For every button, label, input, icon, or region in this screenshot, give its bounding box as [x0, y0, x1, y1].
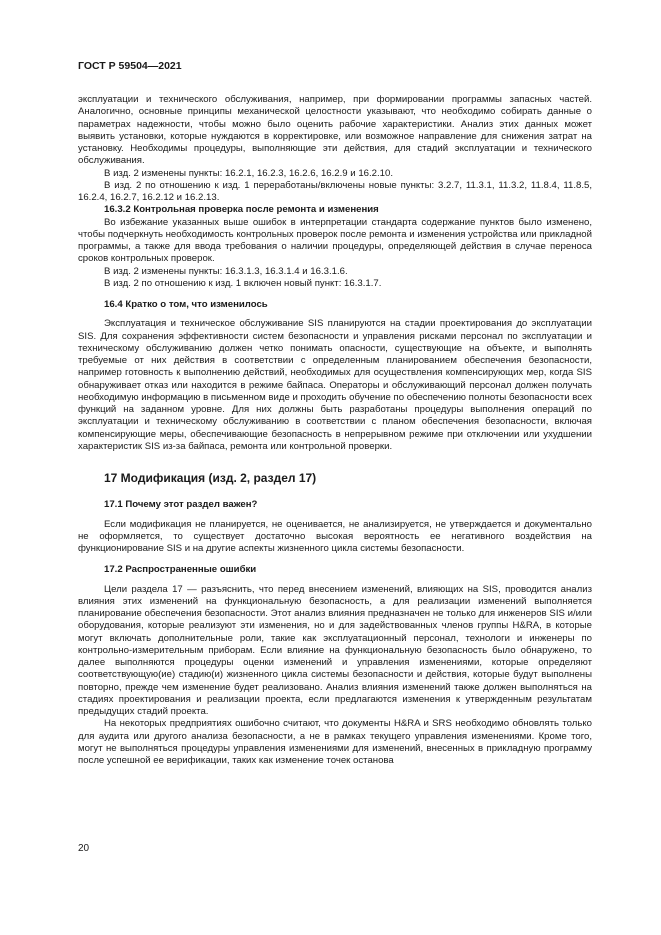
paragraph: Во избежание указанных выше ошибок в интерпретации стандарта содержание пунктов было изменено, чтобы подчеркнуть необходимость контрольных проверок после ремонта и изменения устройства или прикладной программы, а также для ввода требования о наличии процедуры, определяющей действия в случае переноса сроков контрольных проверок.: [78, 216, 592, 265]
section-heading-17-1: 17.1 Почему этот раздел важен?: [104, 499, 258, 511]
paragraph: В изд. 2 изменены пункты: 16.2.1, 16.2.3, 16.2.6, 16.2.9 и 16.2.10.: [104, 167, 393, 179]
paragraph: В изд. 2 изменены пункты: 16.3.1.3, 16.3.1.4 и 16.3.1.6.: [104, 265, 348, 277]
section-heading-17-2: 17.2 Распространенные ошибки: [104, 564, 257, 576]
paragraph: Эксплуатация и техническое обслуживание SIS планируются на стадии проектирования до эксплуатации SIS. Для сохранения эффективности систем безопасности и управления рисками персонал по эксплуатации и техническому обслуживанию должен четко понимать опасности, существующие на объекте, и выполнять требуемые от них действия в соответствии с определенным планированием обеспечения безопасности, например готовность к выполнению действий, необходимых для осуществления компенсирующих мер, когда SIS обнаруживает отказ или находится в режиме байпаса. Операторы и обслуживающий персонал должен получать необходимую информацию в письменном виде и проходить обучение по обеспечению полноты безопасности всех функций на заданном уровне. Для них должны быть разработаны процедуры выполнения операций по эксплуатации и техническому обслуживанию в соответствии с планом обеспечения безопасности, включая компенсирующие меры, обеспечивающие безопасность в непрерывном режиме при отключении или ухудшении характеристик SIS из-за байпаса, ремонта или контрольной проверки.: [78, 318, 592, 452]
paragraph: Цели раздела 17 — разъяснить, что перед внесением изменений, влияющих на SIS, проводится анализ влияния этих изменений на функциональную безопасность, а для реализации изменений выполняется планирование обеспечения безопасности. Этот анализ влияния предназначен не только для инженеров SIS и/или оборудования, которые реализуют эти изменения, но и для задействованных членов группы H&RA, в которые могут включать дополнительные роли, такие как эксплуатационный персонал, технологи и инженеры по контрольно-измерительным приборам. Если влияние на функциональную безопасность было обнаружено, то далее выполняются процедуры оценки изменений и управления изменениями, которые определяют соответствующую(ие) стадию(и) жизненного цикла системы безопасности и действия, которые будут выполнены повторно, прежде чем изменение будет реализовано. Анализ влияния изменений также должен выполняться на стадиях проектирования и реализации проекта, если предлагаются изменения к утвержденным результатам предыдущих стадий проекта.: [78, 583, 592, 717]
section-heading-17: 17 Модификация (изд. 2, раздел 17): [104, 471, 317, 485]
paragraph: Если модификация не планируется, не оценивается, не анализируется, не утверждается и документально не оформляется, то существует достаточно высокая вероятность ее негативного воздействия на функционирование SIS и на другие аспекты жизненного цикла системы безопасности.: [78, 518, 592, 554]
paragraph: эксплуатации и технического обслуживания, например, при формировании программы запасных частей. Аналогично, основные принципы механической целостности указывают, что необходимо собирать данные о параметрах надежности, чтобы можно было оценить рабочие характеристики. Анализ этих данных может выявить установки, которые нуждаются в корректировке, или возможное направление для снижения затрат на установку. Необходимы процедуры, выполняющие эти действия, для стадий эксплуатации и технического обслуживания.: [78, 94, 592, 167]
section-heading-16-3-2: 16.3.2 Контрольная проверка после ремонта и изменения: [104, 204, 379, 216]
paragraph: На некоторых предприятиях ошибочно считают, что документы H&RA и SRS необходимо обновлять только для аудита или другого анализа безопасности, а не в рамках текущего управления изменениями. Кроме того, могут не выполняться процедуры управления изменениями для изменений, внесенных в прикладную программу после успешной ее верификации, таких как изменение точек останова: [78, 718, 592, 766]
page-number: 20: [78, 843, 90, 854]
section-heading-16-4: 16.4 Кратко о том, что изменилось: [104, 299, 268, 310]
paragraph: В изд. 2 по отношению к изд. 1 переработаны/включены новые пункты: 3.2.7, 11.3.1, 11.3.2, 11.8.4, 11.8.5, 16.2.4, 16.2.7, 16.2.12 и 16.2.13.: [78, 179, 592, 203]
paragraph: В изд. 2 по отношению к изд. 1 включен новый пункт: 16.3.1.7.: [104, 277, 382, 289]
page-body: [78, 94, 592, 767]
document-header: ГОСТ Р 59504—2021: [78, 60, 182, 72]
